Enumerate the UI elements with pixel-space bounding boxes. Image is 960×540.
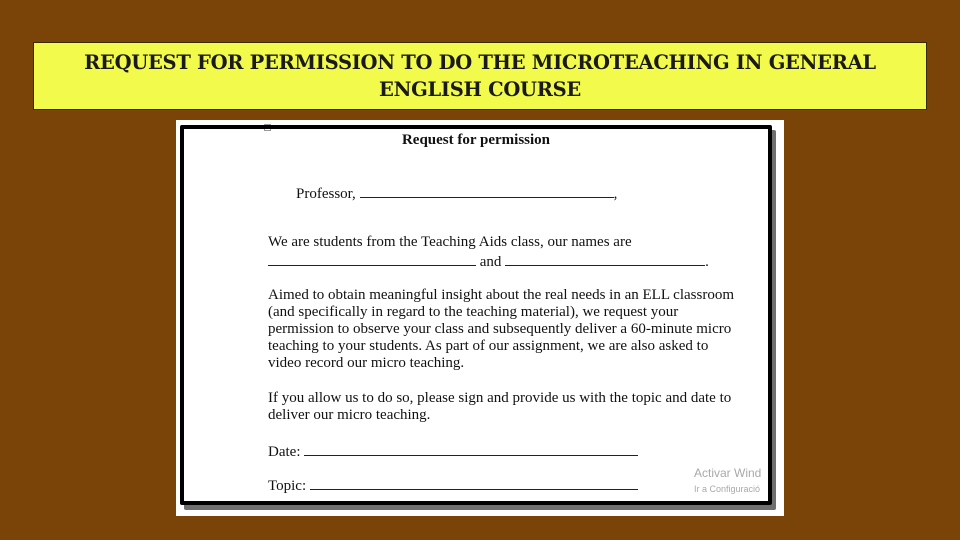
topic-blank — [310, 476, 638, 490]
topic-label: Topic: — [268, 478, 307, 494]
student-name-blank-1 — [268, 252, 476, 266]
slide-title: REQUEST FOR PERMISSION TO DO THE MICROTEACHING IN GENERAL ENGLISH COURSE — [84, 51, 876, 101]
topic-line — [268, 476, 638, 495]
names-and: and — [479, 254, 502, 270]
names-period: . — [705, 254, 709, 270]
para3-line1: If you allow us to do so, please sign and provide us with the topic and date to — [268, 390, 732, 406]
para3-line2: deliver our micro teaching. — [268, 407, 431, 423]
date-line — [268, 442, 638, 461]
student-name-blank-2 — [505, 252, 705, 266]
professor-name-blank — [360, 184, 614, 198]
salutation-comma: , — [613, 186, 618, 202]
date-blank — [304, 442, 638, 456]
letter-heading: Request for permission — [401, 132, 551, 148]
para2-line3: permission to observe your class and subsequently deliver a 60-minute micro — [268, 321, 732, 337]
para2-line2: (and specifically in regard to the teaching material), we request your — [268, 304, 679, 320]
names-line — [268, 252, 709, 271]
salutation-label: Professor, — [296, 186, 356, 202]
para2-line5: video record our micro teaching. — [268, 355, 465, 371]
permission-letter-image — [176, 120, 784, 516]
salutation-line — [296, 184, 617, 203]
slide-title-bar — [33, 42, 927, 110]
para1-line1: We are students from the Teaching Aids class, our names are — [268, 234, 632, 250]
activation-watermark-line2: Ir a Configuració — [694, 484, 761, 494]
activation-watermark-line1: Activar Wind — [694, 466, 762, 480]
date-label: Date: — [268, 444, 301, 460]
para2-line4: teaching to your students. As part of our assignment, we are also asked to — [268, 338, 709, 354]
para2-line1: Aimed to obtain meaningful insight about the real needs in an ELL classroom — [268, 287, 734, 303]
